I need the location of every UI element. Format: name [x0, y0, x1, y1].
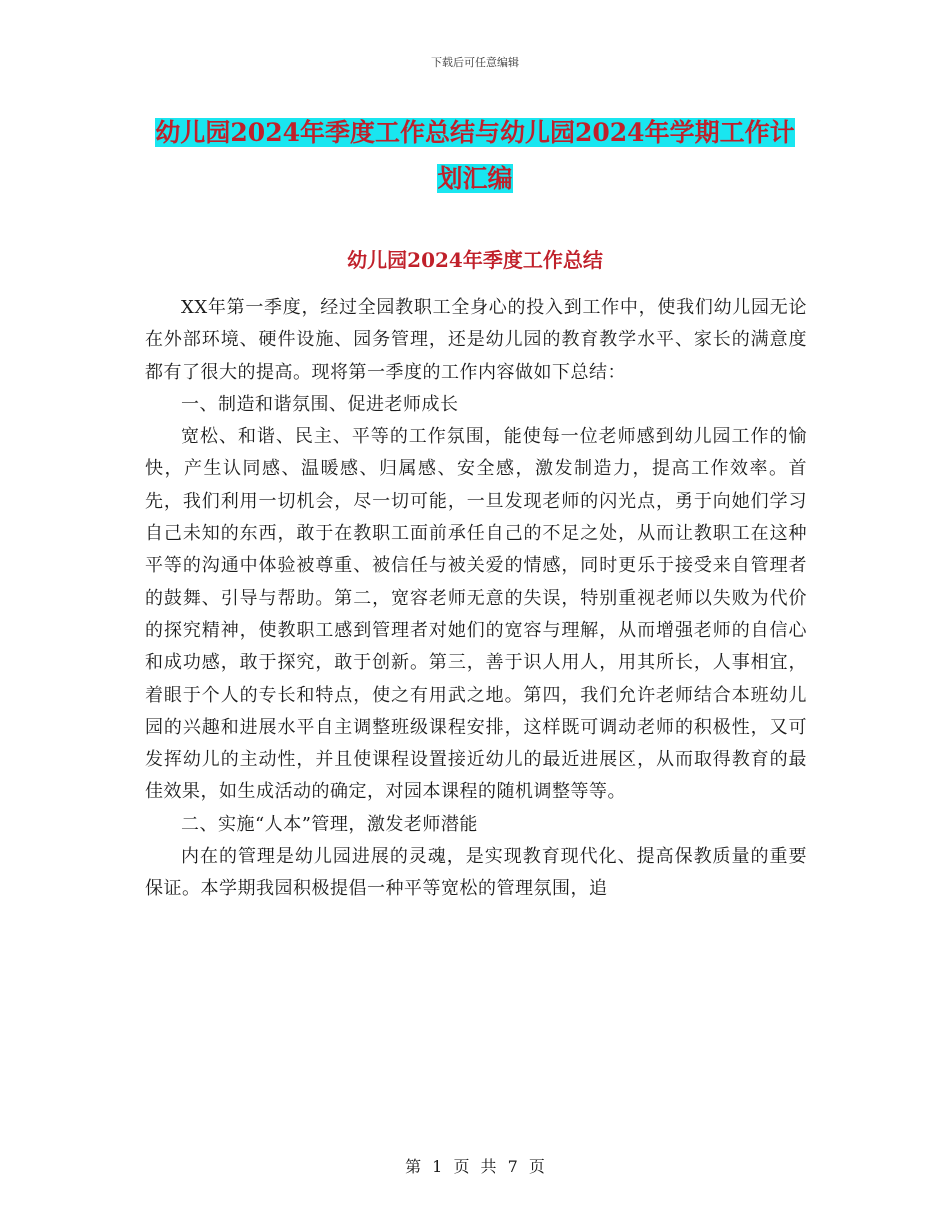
paragraph-two: 内在的管理是幼儿园进展的灵魂，是实现教育现代化、提高保教质量的重要保证。本学期我园积极提倡一种平等宽松的管理氛围，追	[145, 846, 807, 900]
document-title	[145, 110, 805, 202]
document-body	[145, 292, 807, 906]
section-title: 幼儿园2024年季度工作总结	[347, 248, 603, 272]
paragraph-one: 宽松、和谐、民主、平等的工作氛围，能使每一位老师感到幼儿园工作的愉快，产生认同感、温暖感、归属感、安全感，激发制造力，提高工作效率。首先，我们利用一切机会，尽一切可能，一旦发现老师的闪光点，勇于向她们学习自己未知的东西，敢于在教职工面前承任自己的不足之处，从而让教职工在这种平等的沟通中体验被尊重、被信任与被关爱的情感，同时更乐于接受来自管理者的鼓舞、引导与帮助。第二，宽容老师无意的失误，特别重视老师以失败为代价的探究精神，使教职工感到管理者对她们的宽容与理解，从而增强老师的自信心和成功感，敢于探究，敢于创新。第三，善于识人用人，用其所长，人事相宜，着眼于个人的专长和特点，使之有用武之地。第四，我们允许老师结合本班幼儿园的兴趣和进展水平自主调整班级课程安排，这样既可调动老师的积极性，又可发挥幼儿的主动性，并且使课程设置接近幼儿的最近进展区，从而取得教育的最佳效果，如生成活动的确定，对园本课程的随机调整等等。	[145, 426, 807, 803]
document-title-text: 幼儿园2024年季度工作总结与幼儿园2024年学期工作计划汇编	[155, 118, 795, 193]
header-note: 下载后可任意编辑	[431, 56, 519, 69]
heading-two: 二、实施“人本”管理，激发老师潜能	[181, 813, 478, 835]
paragraph-intro: XX年第一季度，经过全园教职工全身心的投入到工作中，使我们幼儿园无论在外部环境、硬件设施、园务管理，还是幼儿园的教育教学水平、家长的满意度都有了很大的提高。现将第一季度的工作内容做如下总结：	[145, 297, 807, 383]
page-footer: 第 1 页 共 7 页	[405, 1157, 545, 1176]
heading-one: 一、制造和谐氛围、促进老师成长	[181, 393, 459, 415]
